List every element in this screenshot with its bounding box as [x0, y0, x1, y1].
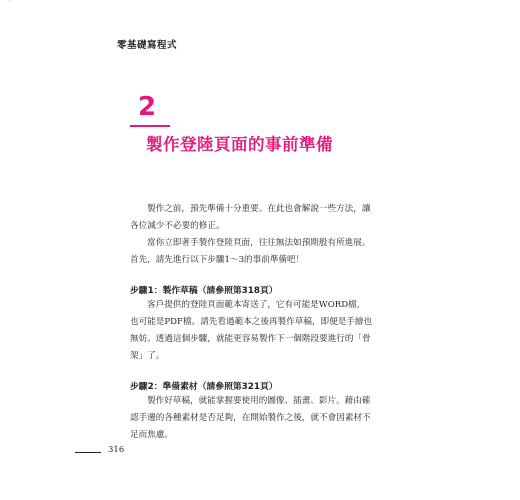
text-line: 架」了。: [130, 351, 165, 361]
intro-paragraph-1: [130, 201, 392, 235]
chapter-number: 2: [138, 92, 157, 122]
page-number: 316: [108, 445, 125, 455]
step-2-heading: 步驟2：準備素材（請參照第321頁）: [130, 382, 278, 392]
text-line: 無妨。透過這個步驟，就能更容易製作下一個階段要進行的「骨: [130, 334, 371, 344]
text-line: 足而焦慮。: [130, 430, 173, 440]
chapter-divider: [130, 125, 170, 127]
text-line: 製作之前，預先準備十分重要。在此也會解說一些方法，讓: [147, 204, 371, 214]
text-line: 認手邊的各種素材是否足夠，在開始製作之後，就不會因素材不: [130, 413, 371, 423]
footer-rule: [75, 452, 101, 453]
intro-paragraph-2: [130, 235, 392, 269]
text-line: 也可能是PDF檔。請先看過範本之後再製作草稿，即便是手繪也: [130, 317, 373, 327]
text-line: 各位減少不必要的修正。: [130, 221, 225, 231]
step-2-paragraph: [130, 393, 392, 444]
chapter-title: 製作登陸頁面的事前準備: [146, 135, 333, 154]
text-line: 當你立即著手製作登陸頁面，往往無法如預期般有所進展。: [147, 238, 371, 248]
corner-mark: `: [8, 0, 11, 7]
step-1-heading: 步驟1：製作草稿（請參照第318頁）: [130, 286, 278, 296]
text-line: 首先，請先進行以下步驟1～3的事前準備吧！: [130, 255, 305, 265]
step-1-paragraph: [130, 297, 392, 365]
running-header: 零基礎寫程式: [117, 40, 178, 51]
text-line: 客戶提供的登陸頁面範本寄送了，它有可能是WORD檔，: [147, 300, 366, 310]
text-line: 製作好草稿，就能掌握要使用的圖像、插畫、影片。藉由確: [147, 396, 371, 406]
